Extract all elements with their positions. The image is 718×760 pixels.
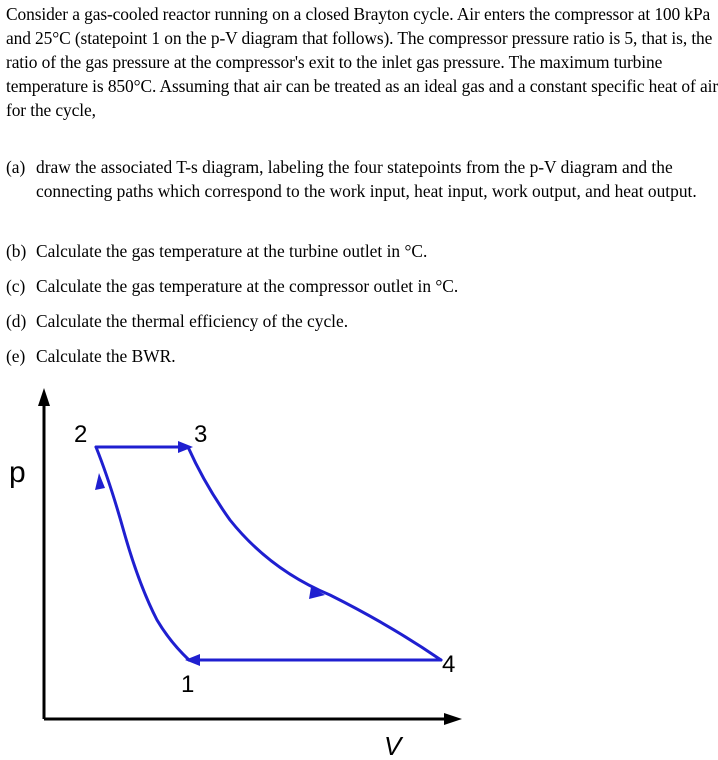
pv-diagram <box>0 380 718 760</box>
path-1-2 <box>96 447 189 660</box>
part-a-text: draw the associated T-s diagram, labeling the four statepoints from the p-V diagram and the connecting paths which correspond to the work input, heat input, work output, and heat output. <box>36 157 697 201</box>
statepoint-2-label: 2 <box>74 421 88 448</box>
problem-statement: Consider a gas-cooled reactor running on a closed Brayton cycle. Air enters the compressor at 100 kPa and 25°C (statepoint 1 on the p-V diagram that follows). The compressor pressure ratio is 5, that is, the ratio of the gas pressure at the compressor's exit to the inlet gas pressure. The maximum turbine temperature is 850°C. Assuming that air can be treated as an ideal gas and a constant specific heat of air for the cycle, <box>6 4 718 120</box>
diagram-labels <box>9 421 455 760</box>
part-b-label: (b) <box>6 241 27 261</box>
part-e <box>6 344 712 368</box>
y-axis-arrowhead <box>38 388 50 406</box>
statepoint-3-label: 3 <box>194 421 208 448</box>
part-c <box>6 274 712 298</box>
part-e-label: (e) <box>6 346 26 366</box>
part-c-text: Calculate the gas temperature at the compressor outlet in °C. <box>36 276 459 296</box>
brayton-cycle <box>96 447 441 660</box>
x-axis-arrowhead <box>444 713 462 725</box>
arrow-1-2 <box>95 473 105 490</box>
statepoint-4-label: 4 <box>442 651 456 678</box>
statepoint-1-label: 1 <box>181 671 195 698</box>
part-d-label: (d) <box>6 311 27 331</box>
y-axis-label: p <box>9 456 26 489</box>
arrow-4-1 <box>185 654 200 666</box>
part-c-label: (c) <box>6 276 26 296</box>
part-a <box>6 155 712 203</box>
axes <box>38 388 462 725</box>
part-d <box>6 309 712 333</box>
part-e-text: Calculate the BWR. <box>36 346 176 366</box>
x-axis-label: V <box>384 731 402 760</box>
path-3-4 <box>188 447 441 660</box>
part-d-text: Calculate the thermal efficiency of the cycle. <box>36 311 349 331</box>
part-a-label: (a) <box>6 157 26 177</box>
part-b <box>6 239 712 263</box>
part-b-text: Calculate the gas temperature at the turbine outlet in °C. <box>36 241 428 261</box>
